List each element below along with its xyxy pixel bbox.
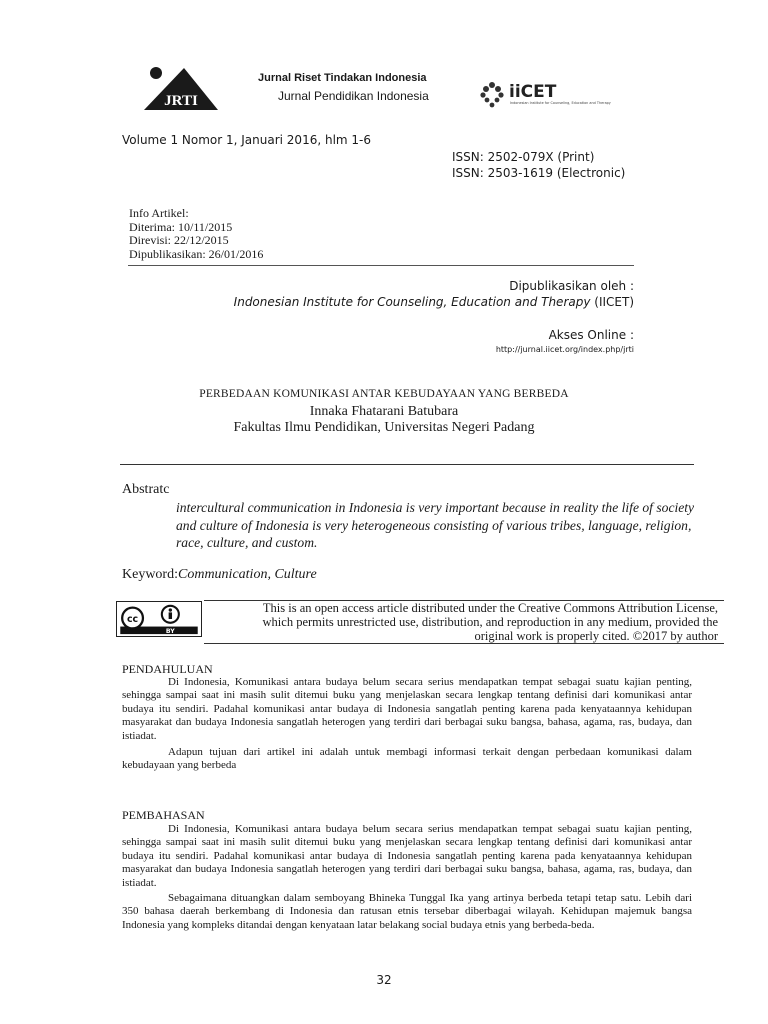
keyword-values: Communication, Culture	[178, 567, 317, 582]
license-line-2: which permits unrestricted use, distribution, and reproduction in any medium, provided the	[262, 615, 718, 629]
intro-heading: PENDAHULUAN	[122, 662, 213, 676]
article-affiliation: Fakultas Ilmu Pendidikan, Universitas Negeri Padang	[233, 420, 535, 435]
intro-paragraph-2-text: Adapun tujuan dari artikel ini adalah untuk membagi informasi terkait dengan perbedaan komunikasi dalam kebudayaan yang berbeda	[122, 746, 692, 772]
intro-paragraph-1	[122, 676, 692, 743]
discussion-heading: PEMBAHASAN	[122, 808, 205, 822]
info-divider	[128, 265, 634, 266]
journal-subtitle: Jurnal Pendidikan Indonesia	[278, 89, 429, 103]
received-date: Diterima: 10/11/2015	[129, 219, 233, 234]
journal-url-link[interactable]: http://jurnal.iicet.org/index.php/jrti	[495, 345, 634, 354]
page-number: 32	[376, 973, 392, 987]
published-date: Dipublikasikan: 26/01/2016	[129, 246, 264, 261]
discussion-paragraph-1	[122, 823, 692, 890]
license-line-3: original work is properly cited. ©2017 by author	[474, 629, 718, 643]
iicet-logo	[476, 76, 611, 110]
revised-date: Direvisi: 22/12/2015	[129, 233, 229, 247]
discussion-paragraph-2	[122, 892, 692, 932]
volume-info: Volume 1 Nomor 1, Januari 2016, hlm 1-6	[122, 133, 372, 147]
iicet-logo-text: iiCET	[509, 82, 557, 102]
keywords	[122, 567, 317, 583]
jrti-logo	[138, 64, 220, 112]
discussion-paragraph-2-text: Sebagaimana dituangkan dalam semboyang Bhineka Tunggal Ika yang artinya berbeda tetapi tetap satu. Lebih dari 350 bahasa daerah berkembang di Indonesia dan ratusan etnis tersebar diberbagai wilayah. Kehidupan majemuk bangsa Indonesia yang kompleks ditandai dengan kenyataan latar belakang social budaya etnis yang berbeda-beda.	[122, 892, 692, 931]
online-access-label: Akses Online :	[548, 328, 634, 342]
article-info	[129, 207, 263, 261]
keyword-label: Keyword:	[122, 567, 178, 582]
journal-name: Jurnal Riset Tindakan Indonesia	[258, 72, 427, 84]
license-line-1: This is an open access article distributed under the Creative Commons Attribution License,	[262, 601, 718, 615]
issn-print: ISSN: 2502-079X (Print)	[452, 150, 595, 164]
abstract-text: intercultural communication in Indonesia is very important because in reality the life of society and culture of Indonesia is very heterogeneous consisting of various tribes, language, religion, race, culture, and custom.	[176, 500, 695, 550]
intro-paragraph-2	[122, 746, 692, 773]
intro-paragraph-1-text: Di Indonesia, Komunikasi antara budaya belum secara serius mendapatkan tempat sebagai suatu kajian penting, sehingga sampai saat ini masih sulit ditemui buku yang menjelaskan secara lengkap tentang definisi dari komunikasi antar budaya itu sendiri. Padahal komunikasi antar budaya di Indonesia sangatlah penting karena pada kenyataannya kehidupan masyarakat dan budaya Indonesia sangatlah heterogen yang terdiri dari berbagai suku bangsa, bahasa, agama, ras, budaya, dan istiadat.	[122, 676, 692, 742]
license-bottom-rule	[204, 643, 724, 644]
publisher-label: Dipublikasikan oleh :	[509, 279, 634, 293]
license-text	[198, 601, 718, 643]
publisher-org-abbr: (IICET)	[590, 295, 634, 309]
title-divider	[120, 464, 694, 465]
article-info-label: Info Artikel:	[129, 206, 189, 220]
iicet-tagline: Indonesian Institute for Counseling, Education and Therapy	[510, 101, 611, 105]
publisher-org	[234, 295, 634, 309]
cc-by-license-icon	[116, 601, 202, 637]
jrti-logo-text: JRTI	[164, 93, 198, 109]
publisher-org-name: Indonesian Institute for Counseling, Education and Therapy	[233, 295, 591, 309]
by-icon-label: BY	[165, 628, 175, 636]
cc-icon-label: cc	[126, 613, 139, 625]
article-author: Innaka Fhatarani Batubara	[309, 404, 459, 419]
discussion-paragraph-1-text: Di Indonesia, Komunikasi antara budaya belum secara serius mendapatkan tempat sebagai suatu kajian penting, sehingga sampai saat ini masih sulit ditemui buku yang menjelaskan secara lengkap tentang definisi dari komunikasi antar budaya itu sendiri. Padahal komunikasi antar budaya di Indonesia sangatlah penting karena pada kenyataannya kehidupan masyarakat dan budaya Indonesia sangatlah heterogen yang terdiri dari berbagai suku bangsa, bahasa, agama, ras, budaya, dan istiadat.	[122, 823, 692, 889]
abstract-heading: Abstratc	[122, 482, 170, 497]
article-title: PERBEDAAN KOMUNIKASI ANTAR KEBUDAYAAN YANG BERBEDA	[199, 388, 569, 400]
issn-electronic: ISSN: 2503-1619 (Electronic)	[452, 166, 626, 180]
